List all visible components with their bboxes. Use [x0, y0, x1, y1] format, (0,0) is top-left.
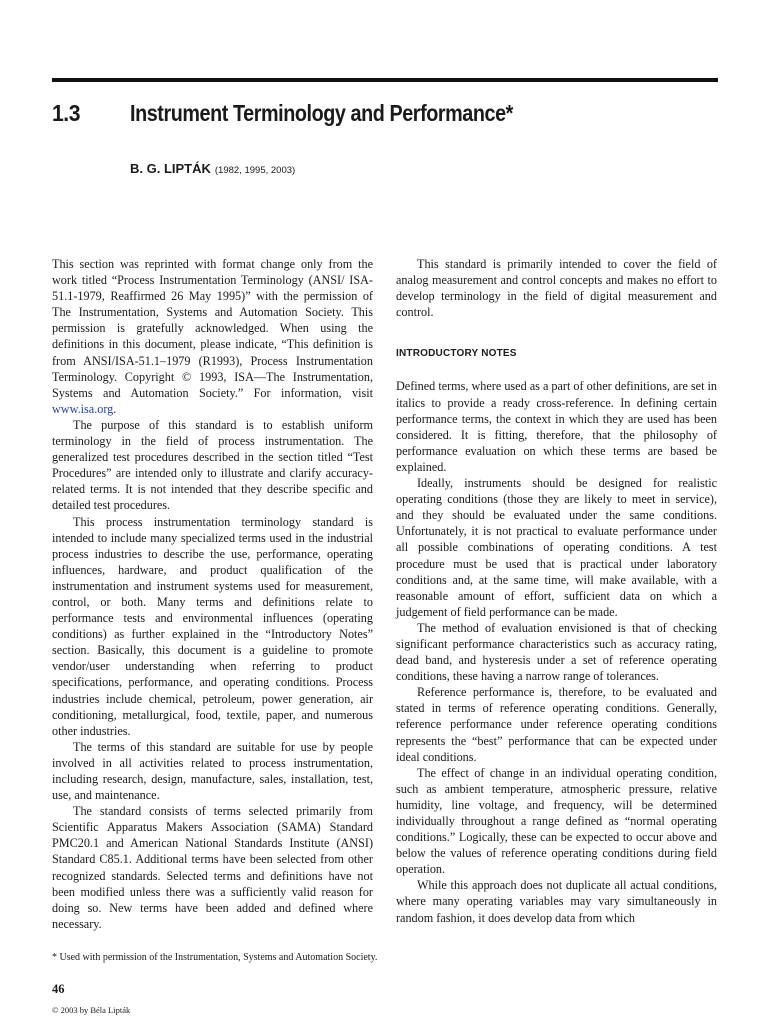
paragraph — [52, 256, 373, 417]
paragraph: The method of evaluation envisioned is that of checking significant performance characteristics such as accuracy rating, dead band, and hysteresis under a set of reference operating conditions, these having a narrow range of tolerances. — [396, 620, 717, 684]
right-column — [396, 256, 717, 926]
paragraph: The standard consists of terms selected primarily from Scientific Apparatus Makers Association (SAMA) Standard PMC20.1 and American National Standards Institute (ANSI) Standard C85.1. Additional terms have been selected from other recognized standards. Selected terms and definitions have not been modified unless there was a sufficiently valid reason for doing so. New terms have been added and defined where necessary. — [52, 804, 373, 931]
author-years: (1982, 1995, 2003) — [214, 165, 296, 176]
paragraph: Defined terms, where used as a part of other definitions, are set in italics to provide a ready cross-reference. In defining certain performance terms, the context in which they are used has been considered. It is fitting, therefore, that the philosophy of performance evaluation on which these terms are based be explained. — [396, 379, 717, 474]
paragraph: Reference performance is, therefore, to be evaluated and stated in terms of reference operating conditions. Generally, reference performance under reference operating conditions represents the “best” performance that can be expected under ideal conditions. — [396, 685, 717, 764]
introductory-notes-heading: INTRODUCTORY NOTES — [396, 348, 517, 360]
author-name: B. G. LIPTÁK — [130, 161, 211, 176]
footnote: * Used with permission of the Instrumentation, Systems and Automation Society. — [52, 952, 378, 963]
paragraph-text: This section was reprinted with format change only from the work titled “Process Instrumentation Terminology (ANSI/ ISA-51.1-1979, Reaffirmed 26 May 1995)” with the permission of The Instrumentation, Systems and Automation Society. This permission is gratefully acknowledged. When using the definitions in this document, please indicate, “This definition is from ANSI/ISA-51.1–1979 (R1993), Process Instrumentation Terminology. Copyright © 1993, ISA—The Instrumentation, Systems and Automation Society.” For information, visit — [52, 257, 373, 400]
author-line — [130, 160, 295, 178]
top-rule — [52, 78, 718, 82]
page-number: 46 — [52, 982, 65, 996]
paragraph-end: . — [113, 401, 117, 416]
paragraph: The effect of change in an individual operating condition, such as ambient temperature, atmospheric pressure, relative humidity, line voltage, and frequency, will be determined individually throughout a range defined as “normal operating conditions.” Logically, these can be expected to occur above and below the values of reference operating conditions during field operation. — [396, 765, 717, 877]
paragraph: The terms of this standard are suitable for use by people involved in all activities related to process instrumentation, including research, design, manufacture, sales, installation, test, use, and maintenance. — [52, 739, 373, 803]
isa-website-link[interactable]: www.isa.org — [52, 401, 114, 416]
paragraph: This standard is primarily intended to cover the field of analog measurement and control concepts and makes no effort to develop terminology in the field of digital measurement and control. — [396, 257, 717, 320]
paragraph: This process instrumentation terminology standard is intended to include many specialized terms used in the industrial process industries to describe the use, performance, operating influences, hardware, and product qualification of the instrumentation and instrument systems used for measurement, control, or both. Many terms and definitions relate to performance tests and environmental influences (operating conditions) as further explained in the “Introductory Notes” section. Basically, this document is a guideline to promote vendor/user understanding when referring to product specifications, performance, and operating conditions. Process industries include chemical, petroleum, power generation, air conditioning, metallurgical, food, textile, paper, and numerous other industries. — [52, 514, 373, 738]
left-column — [52, 256, 373, 932]
copyright-notice: © 2003 by Béla Lipták — [52, 1005, 131, 1015]
paragraph: The purpose of this standard is to establish uniform terminology in the field of process instrumentation. The generalized test procedures described in the section titled “Test Procedures” are intended only to illustrate and clarify accuracy-related terms. It is not intended that they describe specific and detailed test procedures. — [52, 417, 373, 513]
paragraph: While this approach does not duplicate all actual conditions, where many operating variables may vary simultaneously in random fashion, it does develop data from which — [396, 878, 717, 925]
paragraph: Ideally, instruments should be designed for realistic operating conditions (those they are likely to meet in service), and they should be evaluated under the same conditions. Unfortunately, it is not practical to evaluate performance under all possible combinations of operating conditions. A test procedure must be used that is practical under laboratory conditions and, at the same time, will make available, with a reasonable amount of effort, sufficient data on which a judgement of field performance can be made. — [396, 476, 717, 619]
section-title: Instrument Terminology and Performance* — [130, 100, 513, 126]
section-number: 1.3 — [52, 100, 81, 126]
